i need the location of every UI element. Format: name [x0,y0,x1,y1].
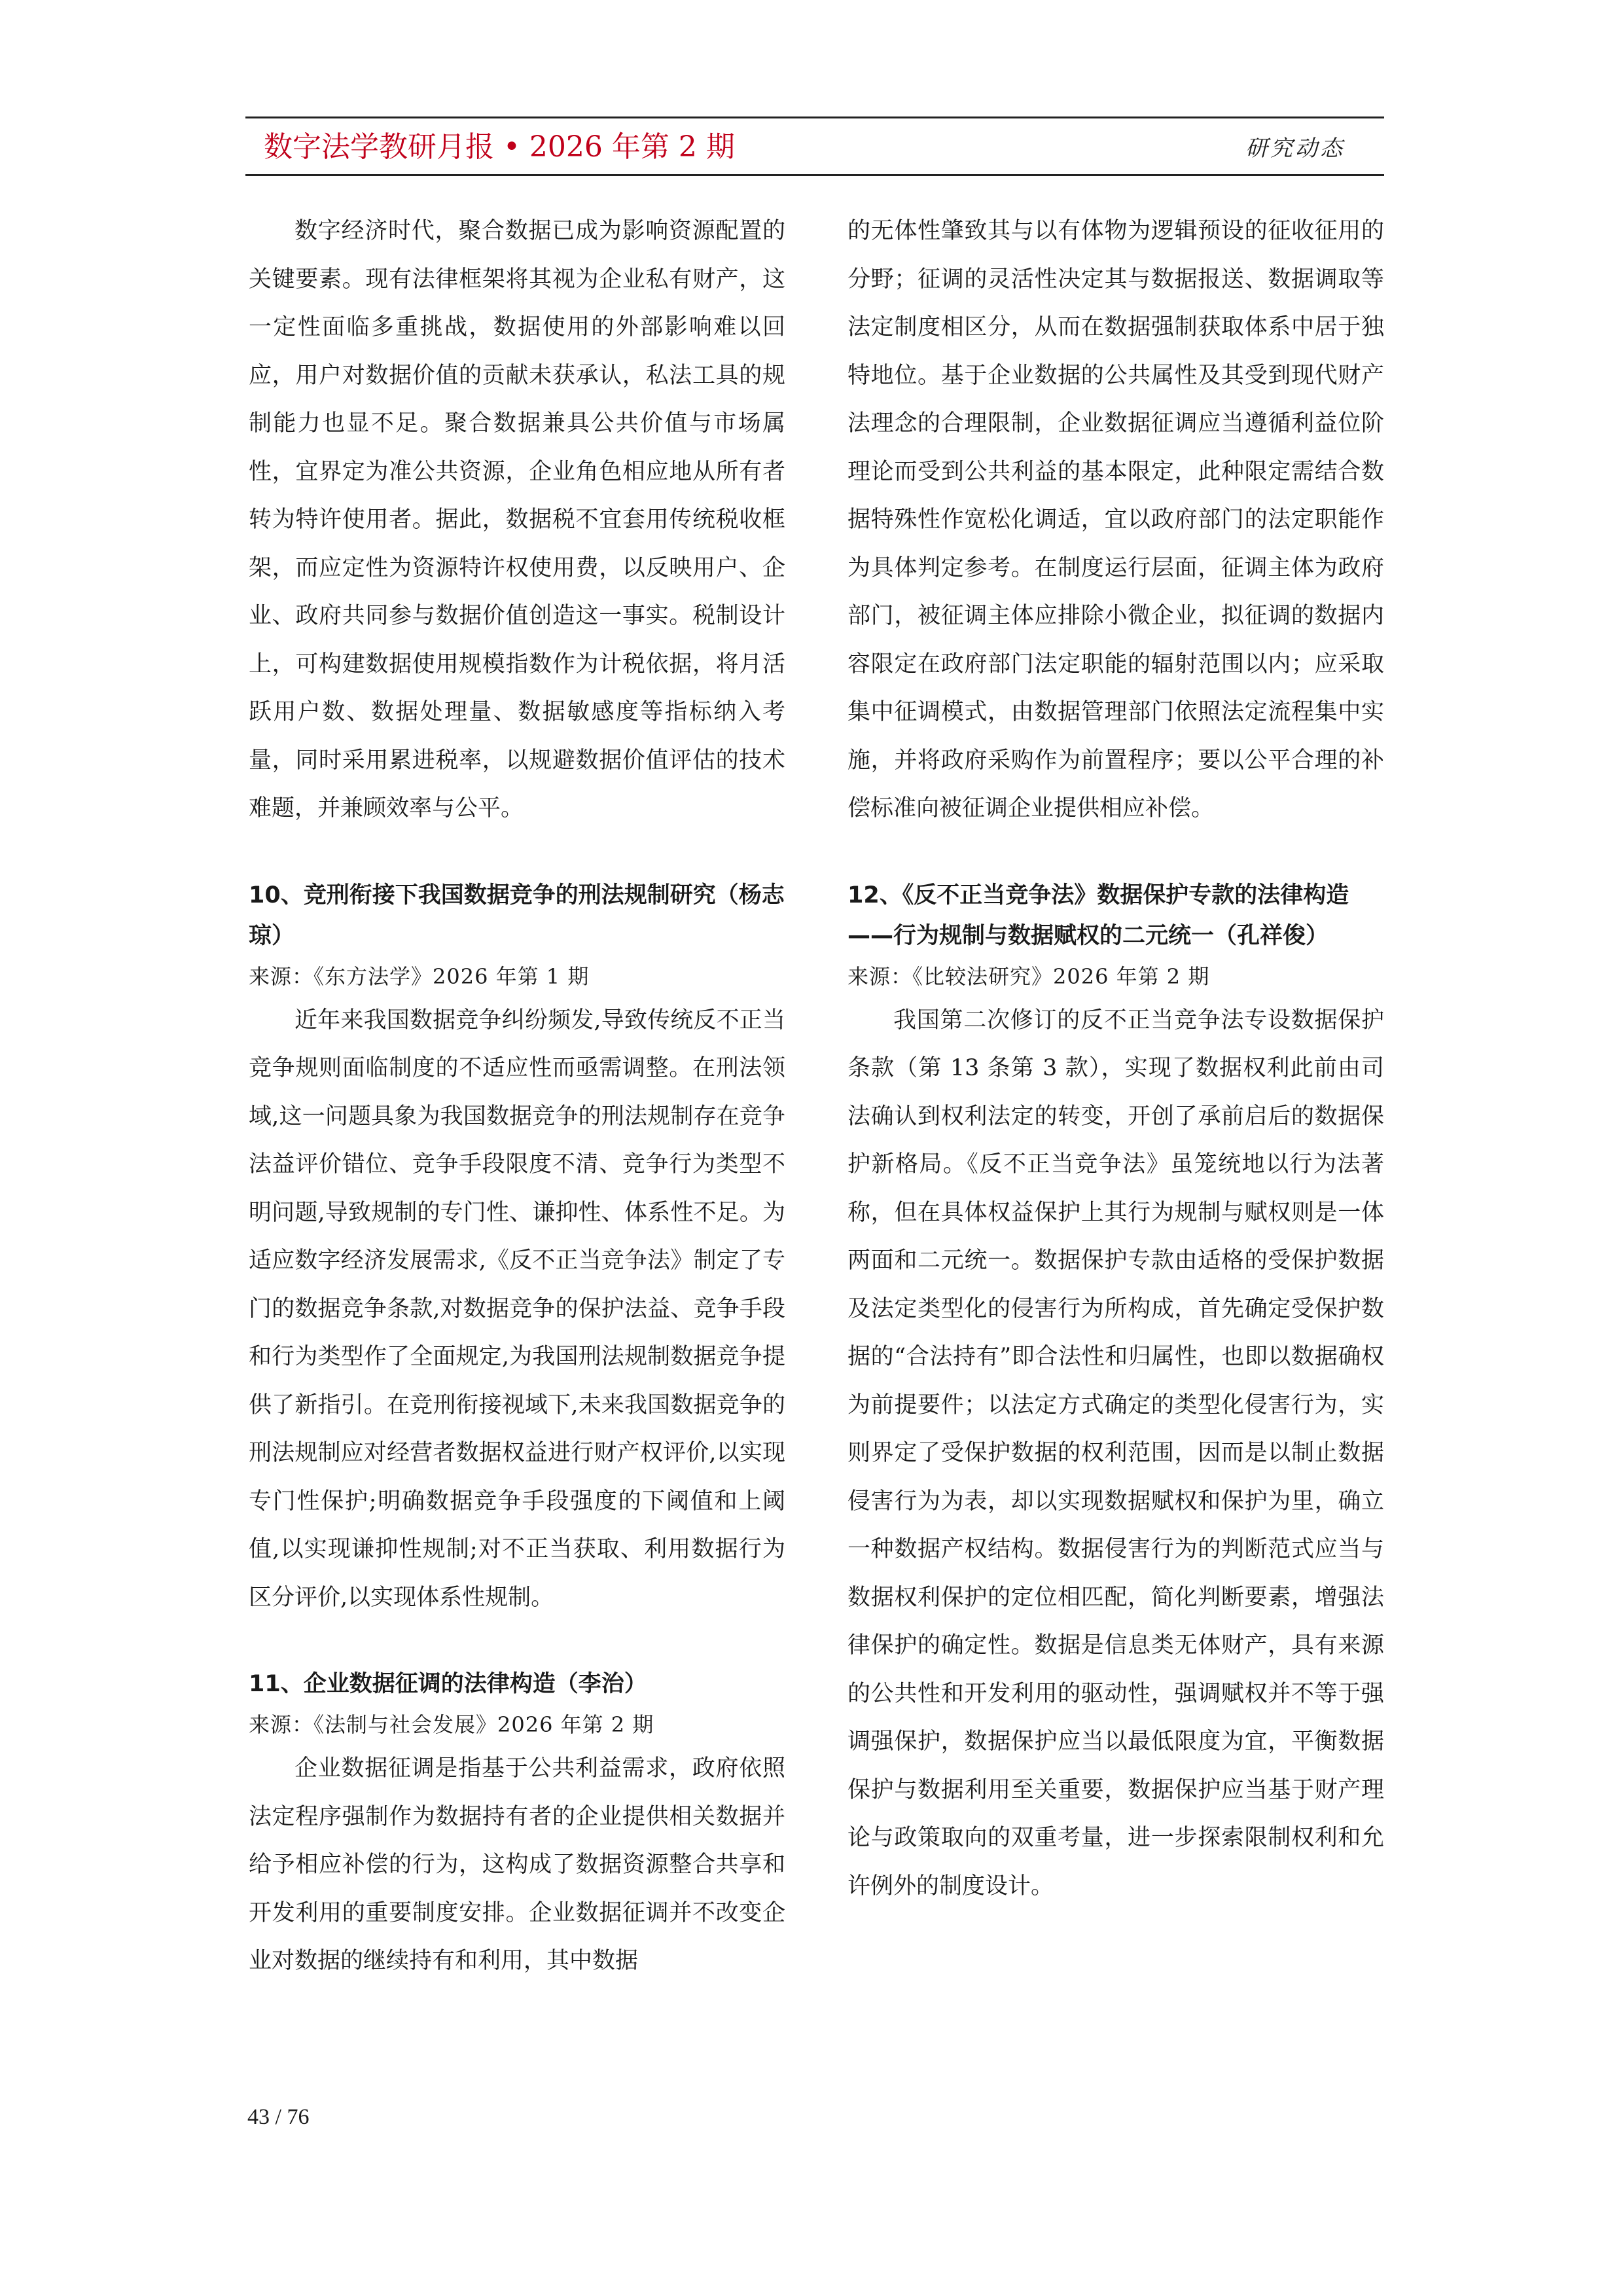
intro-paragraph: 数字经济时代，聚合数据已成为影响资源配置的关键要素。现有法律框架将其视为企业私有财产，这一定性面临多重挑战，数据使用的外部影响难以回应，用户对数据价值的贡献未获承认，私法工具的规制能力也显不足。聚合数据兼具公共价值与市场属性，宜界定为准公共资源，企业角色相应地从所有者转为特许使用者。据此，数据税不宜套用传统税收框架，而应定性为资源特许权使用费，以反映用户、企业、政府共同参与数据价值创造这一事实。税制设计上，可构建数据使用规模指数作为计税依据，将月活跃用户数、数据处理量、数据敏感度等指标纳入考量，同时采用累进税率，以规避数据价值评估的技术难题，并兼顾效率与公平。 [249,218,785,821]
header-bottom-rule [245,174,1384,176]
article-10-title: 10、竞刑衔接下我国数据竞争的刑法规制研究（杨志琼） [249,882,785,949]
left-column [249,207,785,1986]
right-column [847,207,1384,1910]
article-11-title: 11、企业数据征调的法律构造（李治） [249,1671,647,1697]
journal-title: 数字法学教研月报 • 2026 年第 2 期 [264,130,735,164]
article-10-abstract: 近年来我国数据竞争纠纷频发,导致传统反不正当竞争规则面临制度的不适应性而亟需调整。在刑法领域,这一问题具象为我国数据竞争的刑法规制存在竞争法益评价错位、竞争手段限度不清、竞争行为类型不明问题,导致规制的专门性、谦抑性、体系性不足。为适应数字经济发展需求,《反不正当竞争法》制定了专门的数据竞争条款,对数据竞争的保护法益、竞争手段和行为类型作了全面规定,为我国刑法规制数据竞争提供了新指引。在竞刑衔接视域下,未来我国数据竞争的刑法规制应对经营者数据权益进行财产权评价,以实现专门性保护;明确数据竞争手段强度的下阈值和上阈值,以实现谦抑性规制;对不正当获取、利用数据行为区分评价,以实现体系性规制。 [249,1007,785,1611]
article-10-source: 来源：《东方法学》2026 年第 1 期 [249,963,590,989]
spacer [249,1622,785,1664]
section-label: 研究动态 [1245,135,1345,162]
header-top-rule [245,117,1384,118]
spacer [847,833,1384,875]
article-12-abstract: 我国第二次修订的反不正当竞争法专设数据保护条款（第 13 条第 3 款），实现了数据权利此前由司法确认到权利法定的转变，开创了承前启后的数据保护新格局。《反不正当竞争法》虽笼统地以行为法著称，但在具体权益保护上其行为规制与赋权则是一体两面和二元统一。数据保护专款由适格的受保护数据及法定类型化的侵害行为所构成，首先确定受保护数据的“合法持有”即合法性和归属性，也即以数据确权为前提要件；以法定方式确定的类型化侵害行为，实则界定了受保护数据的权利范围，因而是以制止数据侵害行为为表，却以实现数据赋权和保护为里，确立一种数据产权结构。数据侵害行为的判断范式应当与数据权利保护的定位相匹配，简化判断要素，增强法律保护的确定性。数据是信息类无体财产，具有来源的公共性和开发利用的驱动性，强调赋权并不等于强调强保护，数据保护应当以最低限度为宜，平衡数据保护与数据利用至关重要，数据保护应当基于财产理论与政策取向的双重考量，进一步探索限制权利和允许例外的制度设计。 [847,1007,1384,1899]
page-header [245,117,1384,178]
article-11-source: 来源：《法制与社会发展》2026 年第 2 期 [249,1712,654,1737]
spacer [249,833,785,875]
article-11-abstract-part1: 企业数据征调是指基于公共利益需求，政府依照法定程序强制作为数据持有者的企业提供相关数据并给予相应补偿的行为，这构成了数据资源整合共享和开发利用的重要制度安排。企业数据征调并不改变企业对数据的继续持有和利用，其中数据 [249,1755,785,1974]
page-number: 43 / 76 [247,2105,310,2129]
article-12-source: 来源：《比较法研究》2026 年第 2 期 [847,963,1210,989]
article-11-abstract-continued: 的无体性肇致其与以有体物为逻辑预设的征收征用的分野；征调的灵活性决定其与数据报送、数据调取等法定制度相区分，从而在数据强制获取体系中居于独特地位。基于企业数据的公共属性及其受到现代财产法理念的合理限制，企业数据征调应当遵循利益位阶理论而受到公共利益的基本限定，此种限定需结合数据特殊性作宽松化调适，宜以政府部门的法定职能作为具体判定参考。在制度运行层面，征调主体为政府部门，被征调主体应排除小微企业，拟征调的数据内容限定在政府部门法定职能的辐射范围以内；应采取集中征调模式，由数据管理部门依照法定流程集中实施，并将政府采购作为前置程序；要以公平合理的补偿标准向被征调企业提供相应补偿。 [847,218,1384,821]
article-12-title: 12、《反不正当竞争法》数据保护专款的法律构造——行为规制与数据赋权的二元统一（孔祥俊） [847,882,1349,949]
